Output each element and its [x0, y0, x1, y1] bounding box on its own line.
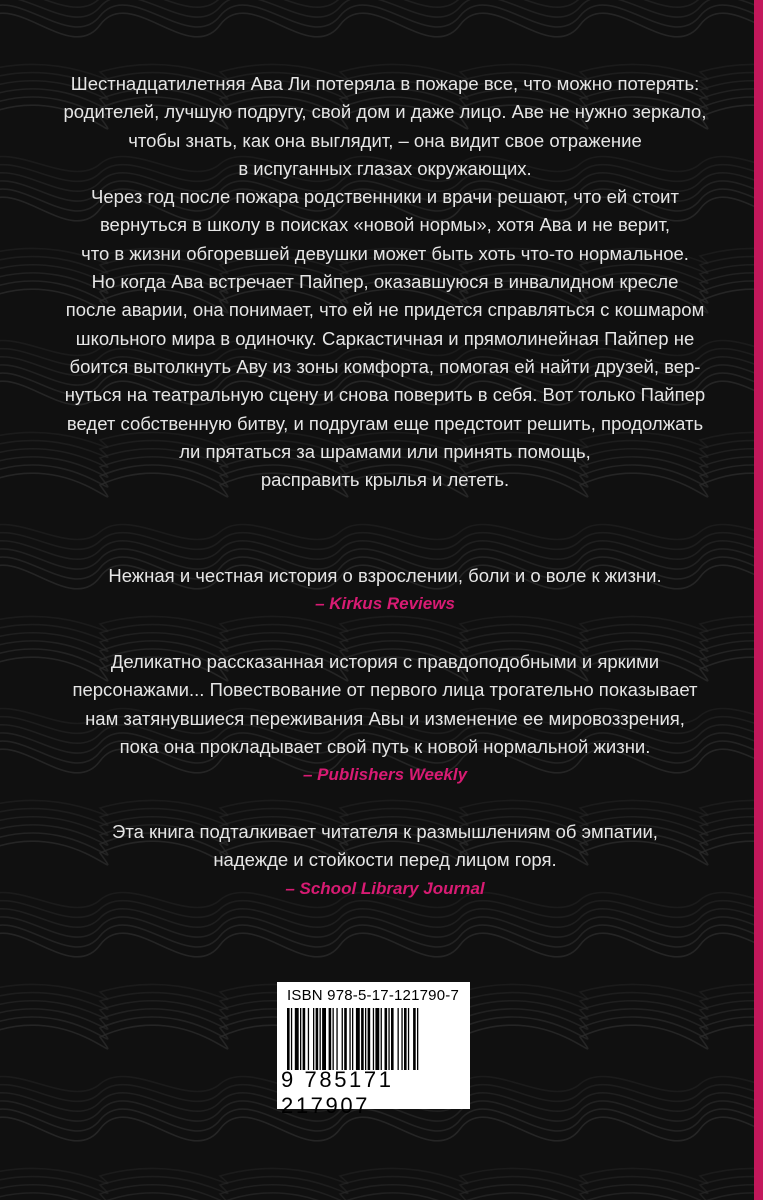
review-line: персонажами... Повествование от первого лица трогательно показывает: [72, 679, 698, 701]
review-source: – Kirkus Reviews: [315, 594, 455, 614]
pink-side-bar: [754, 0, 763, 1200]
blurb-line: что в жизни обгоревшей девушки может быть хоть что-то нормальное.: [81, 242, 689, 264]
book-blurb: [40, 70, 730, 494]
blurb-line: боится вытолкнуть Аву из зоны комфорта, помогая ей найти друзей, вер-: [69, 355, 701, 377]
blurb-line: Но когда Ава встречает Пайпер, оказавшуюся в инвалидном кресле: [91, 271, 679, 293]
blurb-line: школьного мира в одиночку. Саркастичная и прямолинейная Пайпер не: [75, 327, 695, 349]
blurb-line: после аварии, она понимает, что ей не придется справляться с кошмаром: [65, 299, 705, 321]
review-line: нам затянувшиеся переживания Авы и изменение ее мировоззрения,: [85, 707, 685, 729]
review-line: надежде и стойкости перед лицом горя.: [213, 849, 557, 871]
blurb-line: ли прятаться за шрамами или принять помощь,: [179, 440, 591, 462]
review-publishers-weekly: [40, 648, 730, 789]
blurb-line: Через год после пожара родственники и врачи решают, что ей стоит: [91, 186, 679, 208]
blurb-line: расправить крылья и лететь.: [260, 469, 510, 491]
isbn-barcode: [277, 982, 470, 1118]
blurb-line: Шестнадцатилетняя Ава Ли потеряла в пожаре все, что можно потерять:: [70, 73, 700, 94]
blurb-line: в испуганных глазах окружающих.: [238, 157, 532, 179]
review-kirkus: [40, 562, 730, 619]
barcode-bars: [287, 1008, 460, 1070]
isbn-label: ISBN 978-5-17-121790-7: [287, 987, 460, 1004]
review-source: – School Library Journal: [285, 878, 485, 898]
blurb-line: родителей, лучшую подругу, свой дом и даже лицо. Аве не нужно зеркало,: [63, 101, 707, 123]
review-school-library-journal: [40, 818, 730, 903]
blurb-line: вернуться в школу в поисках «новой нормы», хотя Ава и не верит,: [99, 214, 671, 236]
blurb-line: нуться на театральную сцену и снова поверить в себя. Вот только Пайпер: [64, 384, 706, 406]
blurb-line: ведет собственную битву, и подругам еще предстоит решить, продолжать: [66, 412, 704, 434]
review-line: Нежная и честная история о взрослении, боли и о воле к жизни.: [108, 565, 662, 586]
review-source: – Publishers Weekly: [302, 765, 468, 785]
ean-digits: 9 785171 217907: [281, 1067, 394, 1118]
review-line: Деликатно рассказанная история с правдоподобными и яркими: [110, 651, 660, 672]
blurb-line: чтобы знать, как она выглядит, – она видит свое отражение: [128, 129, 642, 151]
review-line: Эта книга подталкивает читателя к размышлениям об эмпатии,: [112, 821, 658, 842]
review-line: пока она прокладывает свой путь к новой нормальной жизни.: [119, 735, 651, 757]
